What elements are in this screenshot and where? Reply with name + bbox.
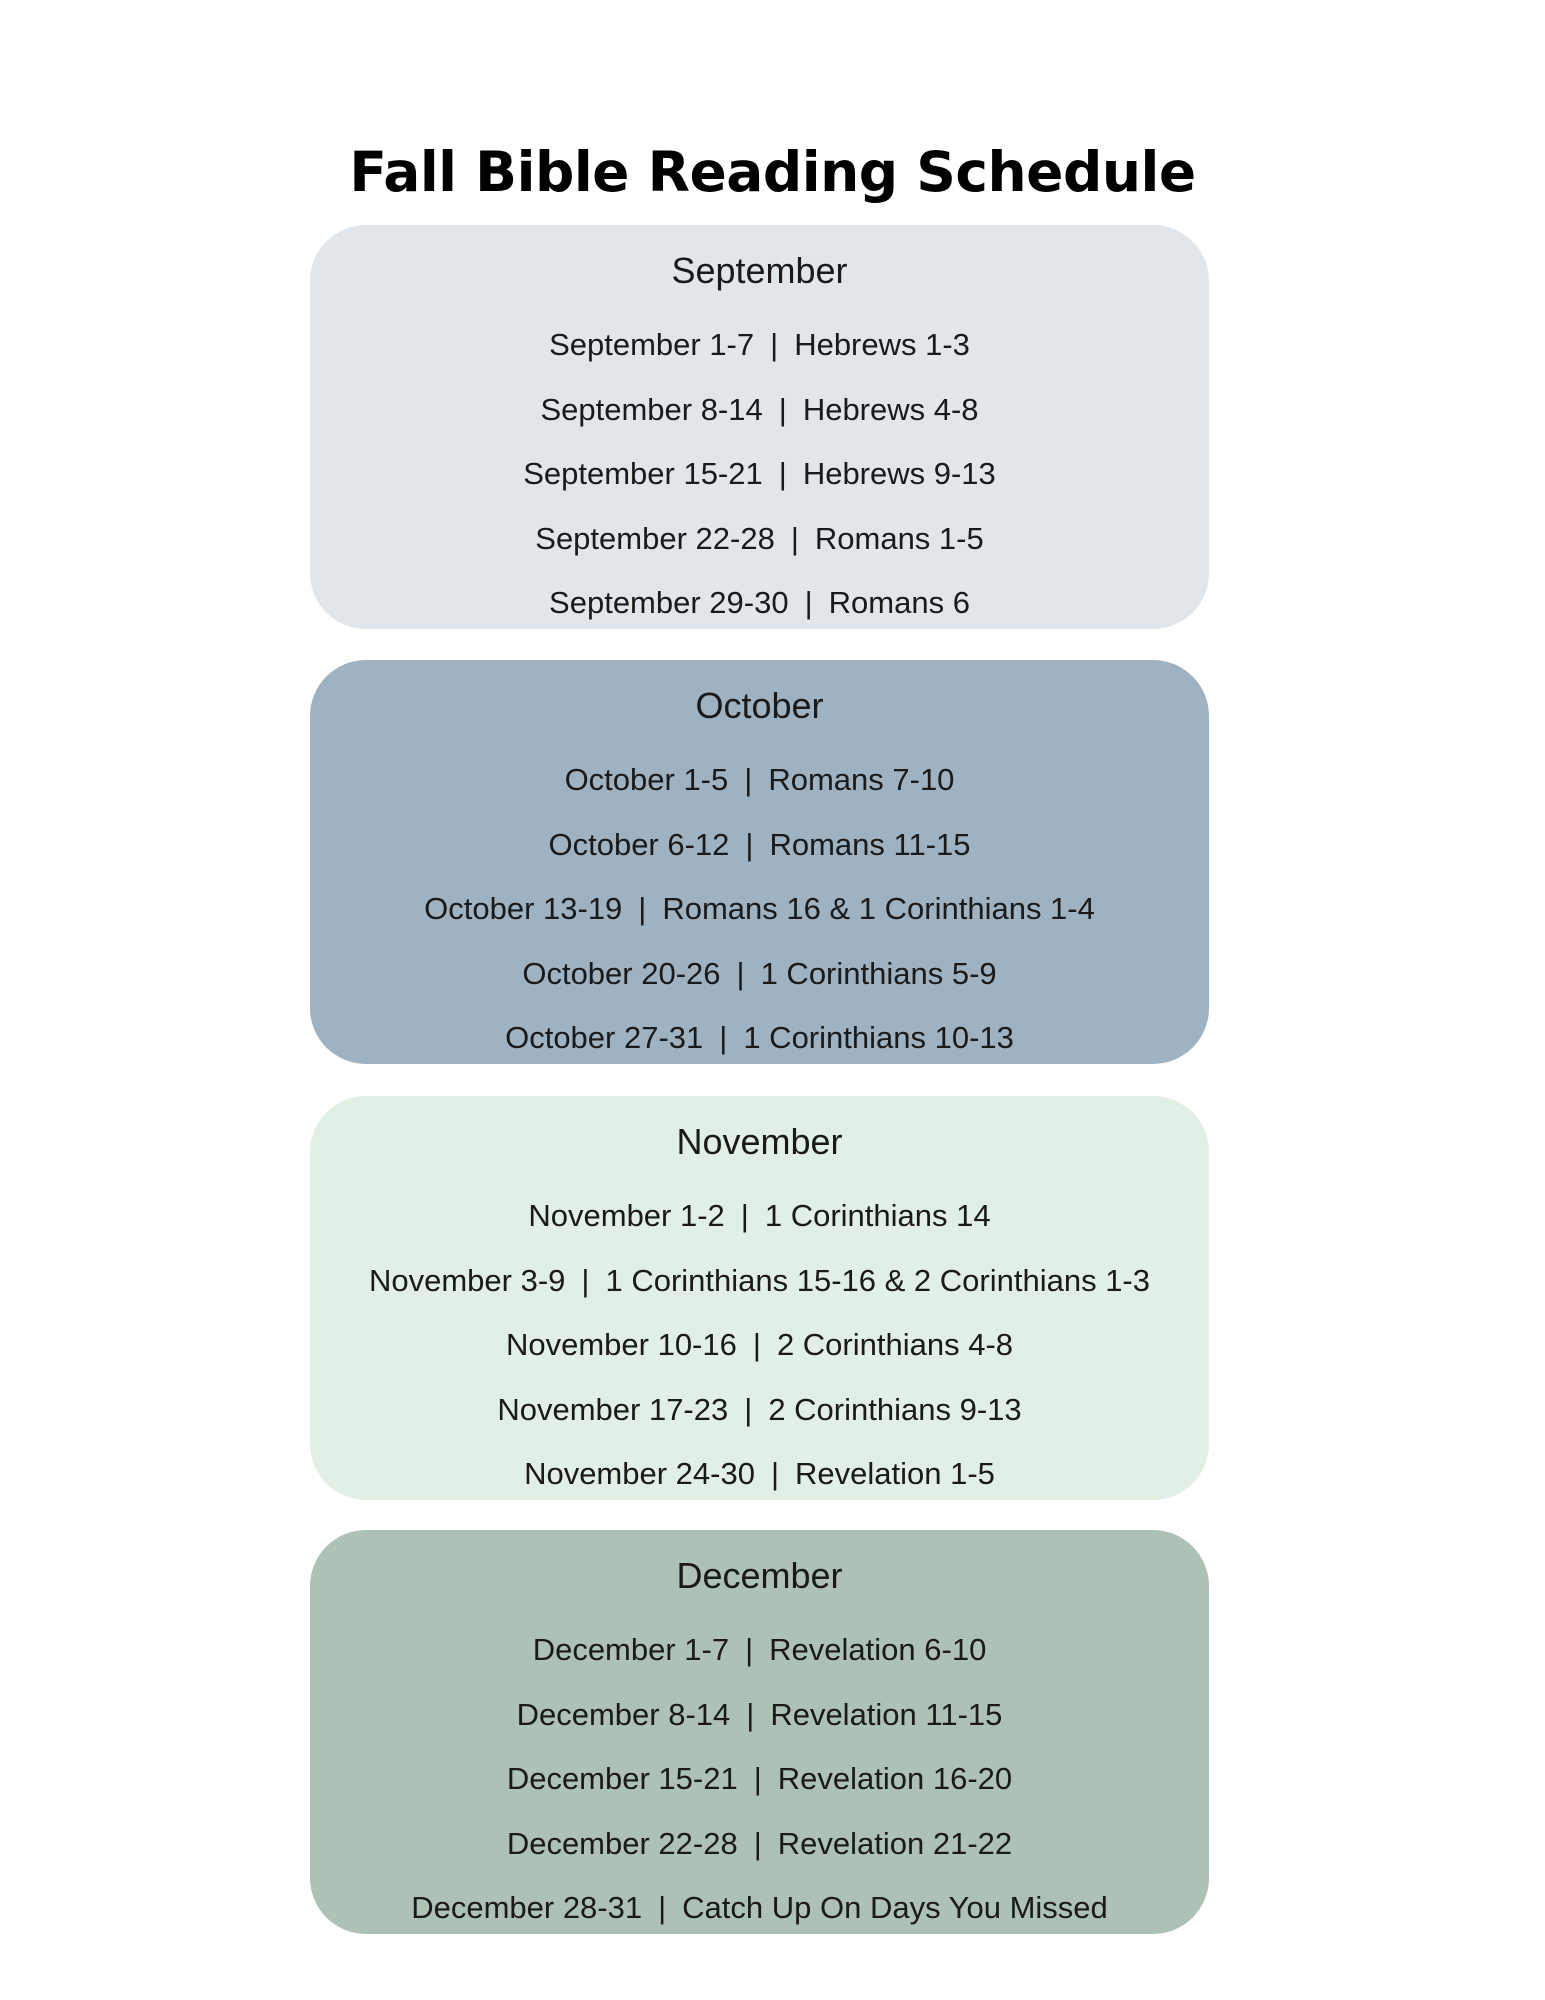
entry-reading: 1 Corinthians 14 <box>764 1198 991 1233</box>
entry-dates: September 22-28 <box>535 520 775 556</box>
reading-entry <box>310 1378 1209 1443</box>
entry-reading: Hebrews 1-3 <box>794 327 970 362</box>
reading-list <box>310 1618 1209 1941</box>
entry-reading: Romans 7-10 <box>768 762 955 797</box>
reading-list <box>310 1184 1209 1507</box>
month-heading: October <box>695 685 824 726</box>
entry-dates: October 13-19 <box>424 891 623 926</box>
reading-list <box>310 313 1209 636</box>
divider: | <box>745 1632 754 1667</box>
month-card-october <box>310 660 1209 1064</box>
reading-entry <box>310 1313 1209 1378</box>
divider: | <box>736 955 745 991</box>
entry-reading: Revelation 1-5 <box>795 1456 995 1491</box>
reading-entry <box>310 1683 1209 1748</box>
divider: | <box>744 1391 753 1427</box>
divider: | <box>658 1890 667 1925</box>
divider: | <box>638 891 647 926</box>
divider: | <box>744 762 753 797</box>
entry-dates: September 29-30 <box>549 585 789 620</box>
reading-entry <box>310 877 1209 942</box>
entry-reading: Revelation 11-15 <box>770 1696 1003 1732</box>
entry-reading: Revelation 6-10 <box>769 1632 987 1667</box>
reading-entry <box>310 1812 1209 1877</box>
entry-dates: October 6-12 <box>548 826 730 862</box>
entry-dates: November 24-30 <box>524 1456 755 1491</box>
reading-entry <box>310 1006 1209 1071</box>
reading-entry <box>310 1876 1209 1941</box>
entry-reading: 1 Corinthians 5-9 <box>760 955 997 991</box>
divider: | <box>745 826 754 862</box>
reading-entry <box>310 571 1209 636</box>
entry-dates: December 22-28 <box>506 1825 738 1861</box>
entry-dates: December 28-31 <box>411 1890 643 1925</box>
divider: | <box>753 1825 762 1861</box>
reading-entry <box>310 1249 1209 1314</box>
month-heading: December <box>676 1555 843 1596</box>
reading-entry <box>310 748 1209 813</box>
entry-dates: October 1-5 <box>564 762 729 797</box>
entry-reading: Hebrews 9-13 <box>802 456 996 491</box>
entry-reading: Hebrews 4-8 <box>802 391 979 427</box>
month-heading: November <box>676 1121 843 1162</box>
divider: | <box>778 456 787 491</box>
entry-dates: October 20-26 <box>522 955 721 991</box>
reading-entry <box>310 1618 1209 1683</box>
reading-entry <box>310 942 1209 1007</box>
divider: | <box>770 327 779 362</box>
entry-dates: September 1-7 <box>549 327 755 362</box>
month-card-december <box>310 1530 1209 1934</box>
reading-entry <box>310 1442 1209 1507</box>
divider: | <box>719 1020 728 1055</box>
divider: | <box>581 1262 590 1298</box>
entry-dates: September 8-14 <box>540 391 763 427</box>
entry-dates: December 8-14 <box>516 1696 731 1732</box>
month-card-november <box>310 1096 1209 1500</box>
divider: | <box>790 520 799 556</box>
entry-reading: Revelation 16-20 <box>777 1761 1013 1796</box>
entry-reading: 2 Corinthians 9-13 <box>768 1391 1022 1427</box>
reading-entry <box>310 507 1209 572</box>
divider: | <box>752 1327 761 1362</box>
entry-dates: December 15-21 <box>506 1761 738 1796</box>
reading-entry <box>310 1747 1209 1812</box>
entry-dates: November 3-9 <box>368 1262 566 1298</box>
entry-reading: Romans 11-15 <box>769 826 971 862</box>
month-heading: September <box>671 250 848 291</box>
entry-reading: Revelation 21-22 <box>777 1825 1013 1861</box>
entry-reading: Catch Up On Days You Missed <box>682 1890 1108 1925</box>
reading-entry <box>310 442 1209 507</box>
entry-reading: Romans 6 <box>828 585 970 620</box>
entry-dates: November 1-2 <box>528 1198 725 1233</box>
entry-reading: Romans 16 & 1 Corinthians 1-4 <box>662 891 1095 926</box>
divider: | <box>770 1456 780 1491</box>
reading-entry <box>310 813 1209 878</box>
reading-entry <box>310 378 1209 443</box>
entry-dates: November 17-23 <box>497 1391 729 1427</box>
entry-reading: 1 Corinthians 10-13 <box>743 1020 1014 1055</box>
reading-list <box>310 748 1209 1071</box>
entry-reading: Romans 1-5 <box>814 520 984 556</box>
reading-entry <box>310 1184 1209 1249</box>
month-card-september <box>310 225 1209 629</box>
divider: | <box>778 391 787 427</box>
entry-dates: September 15-21 <box>523 456 763 491</box>
entry-reading: 2 Corinthians 4-8 <box>776 1327 1014 1362</box>
divider: | <box>740 1198 749 1233</box>
entry-dates: December 1-7 <box>532 1632 730 1667</box>
divider: | <box>753 1761 762 1796</box>
entry-reading: 1 Corinthians 15-16 & 2 Corinthians 1-3 <box>605 1262 1150 1298</box>
reading-entry <box>310 313 1209 378</box>
entry-dates: October 27-31 <box>505 1020 704 1055</box>
page-title: Fall Bible Reading Schedule <box>349 140 1196 204</box>
entry-dates: November 10-16 <box>505 1327 737 1362</box>
divider: | <box>804 585 813 620</box>
divider: | <box>746 1696 755 1732</box>
